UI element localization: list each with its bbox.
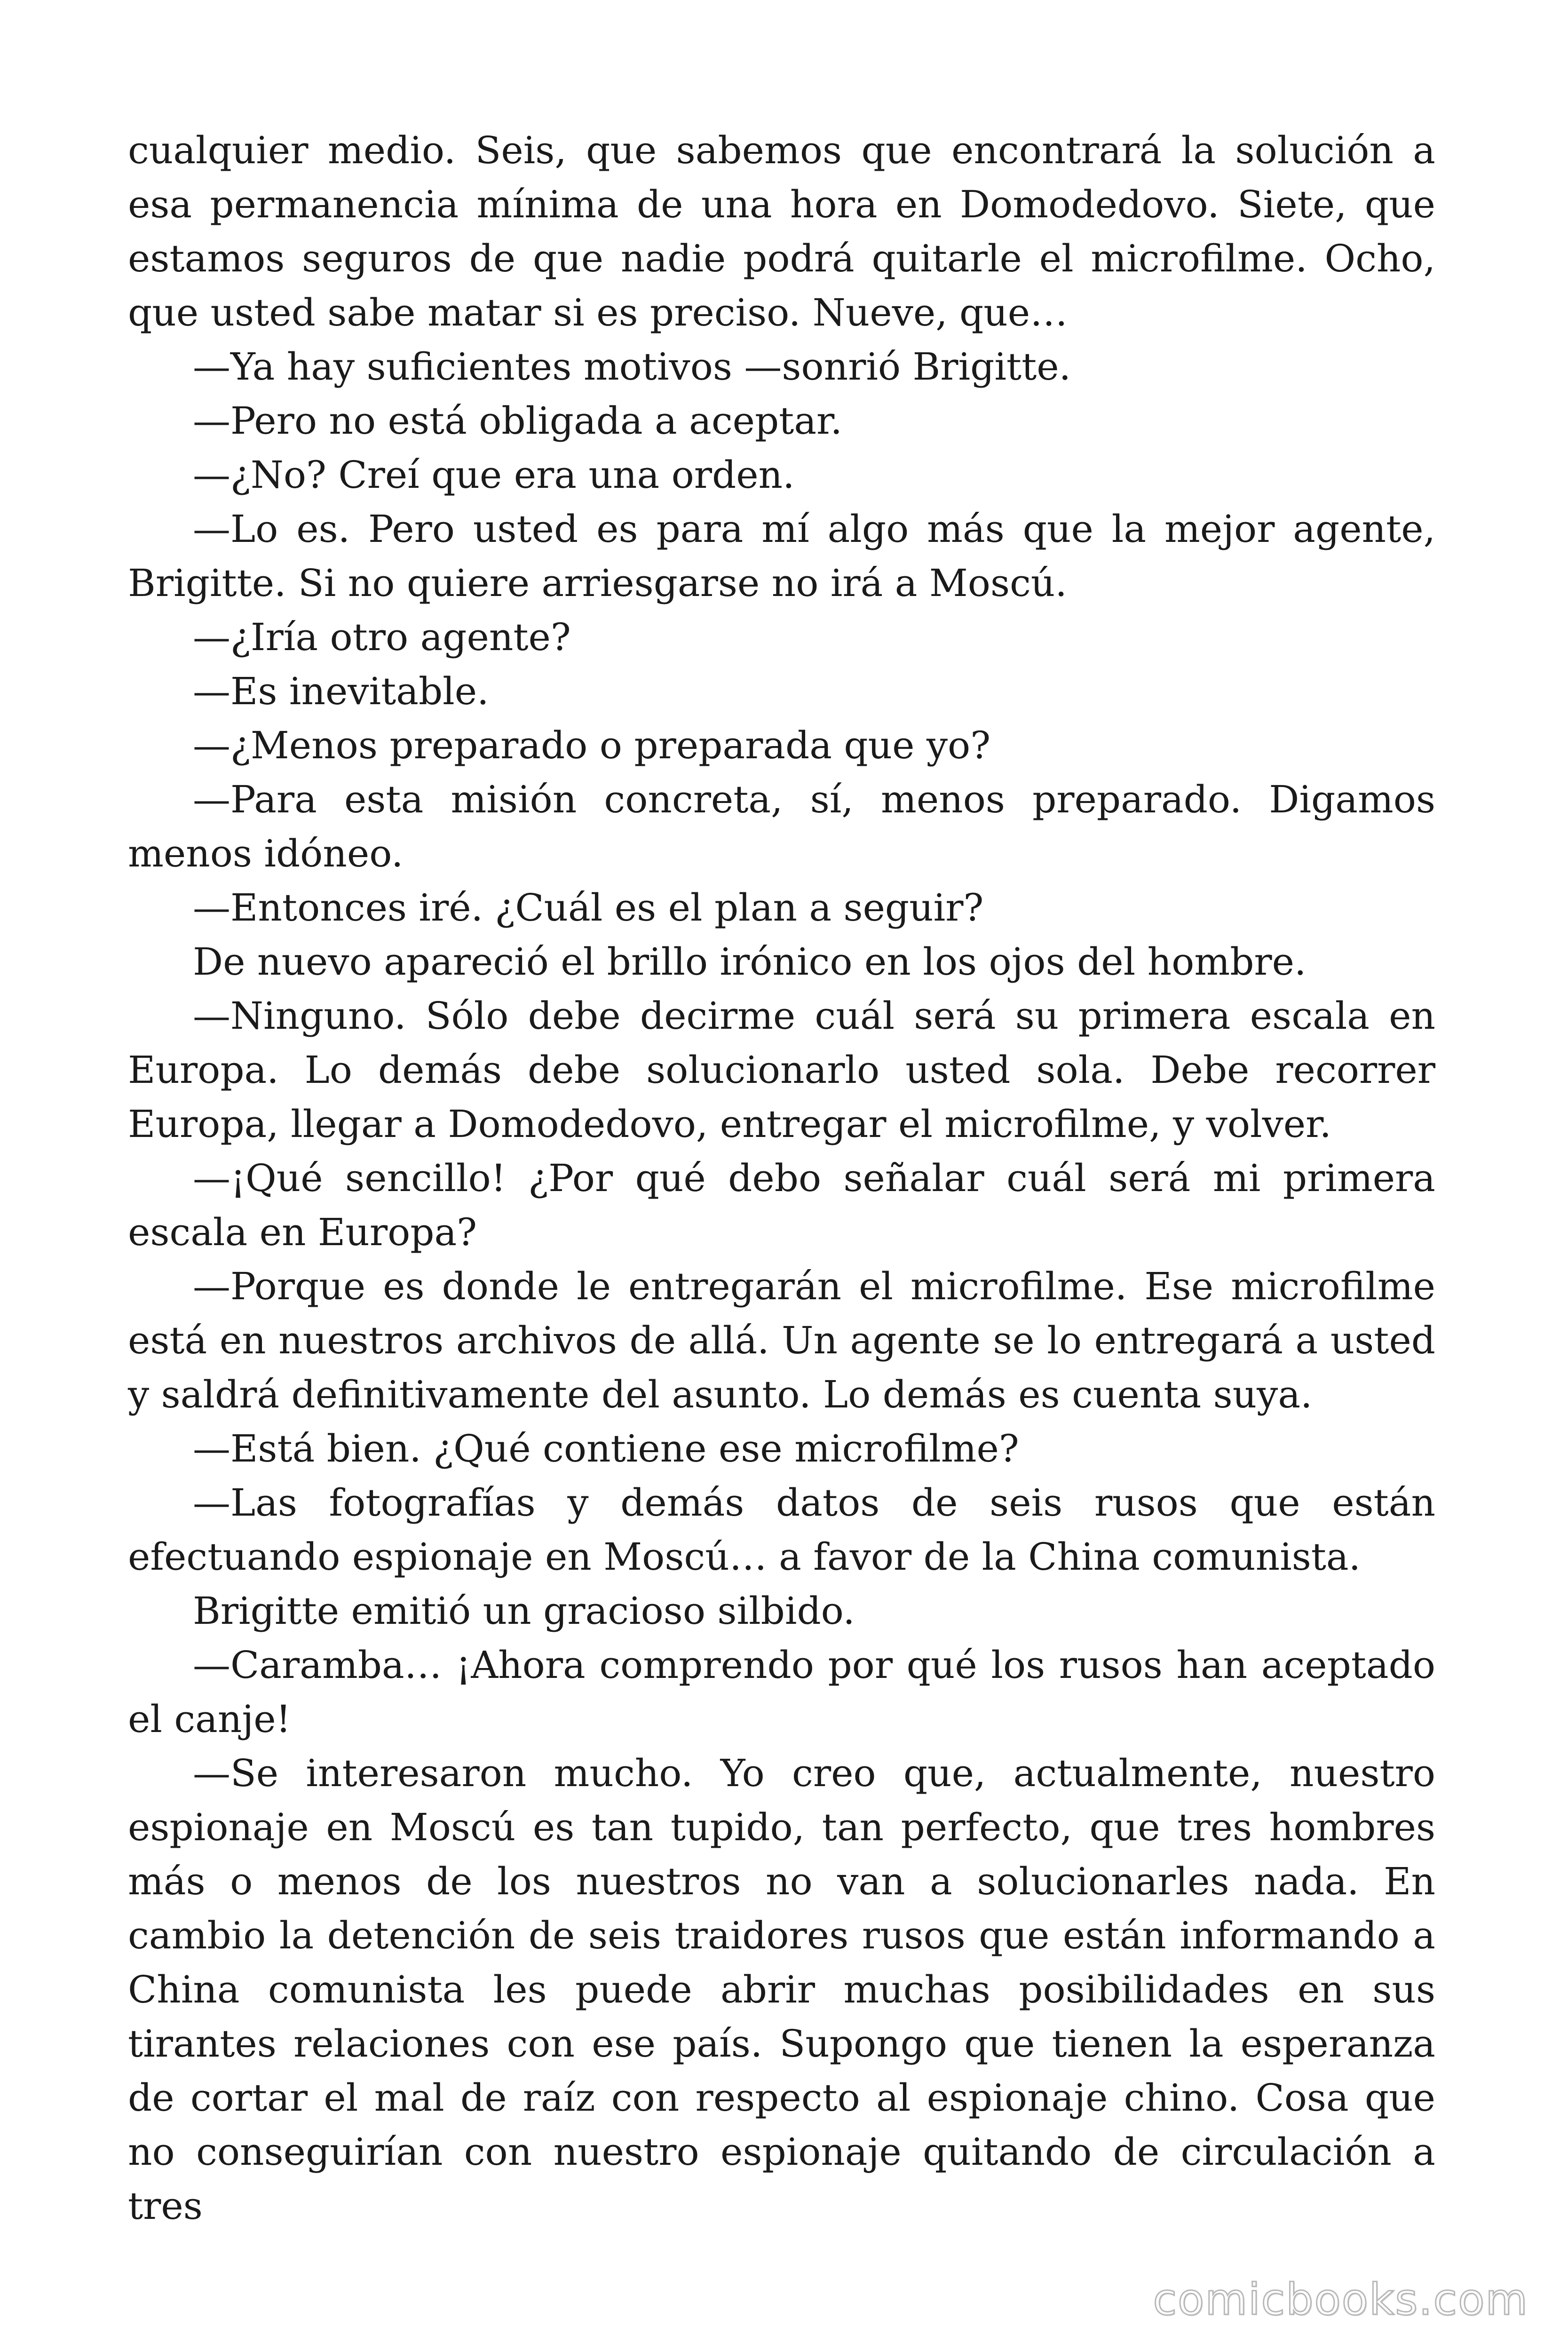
paragraph-14: —Porque es donde le entregarán el microfilme. Ese microfilme está en nuestros archivos de allá. Un agente se lo entregará a usted y saldrá definitivamente del asunto. Lo demás es cuenta suya. [128, 1264, 1435, 1416]
paragraph-9: —Para esta misión concreta, sí, menos preparado. Digamos menos idóneo. [128, 778, 1435, 875]
paragraph-12: —Ninguno. Sólo debe decirme cuál será su primera escala en Europa. Lo demás debe solucionarlo usted sola. Debe recorrer Europa, llegar a Domodedovo, entregar el microfilme, y volver. [128, 994, 1435, 1146]
paragraph-5: —Lo es. Pero usted es para mí algo más que la mejor agente, Brigitte. Si no quiere arriesgarse no irá a Moscú. [128, 507, 1435, 605]
paragraph-19: —Se interesaron mucho. Yo creo que, actualmente, nuestro espionaje en Moscú es tan tupido, tan perfecto, que tres hombres más o menos de los nuestros no van a solucionarles nada. En cambio la detención de seis traidores rusos que están informando a China comunista les puede abrir muchas posibilidades en sus tirantes relaciones con ese país. Supongo que tienen la esperanza de cortar el mal de raíz con respecto al espionaje chino. Cosa que no conseguirían con nuestro espionaje quitando de circulación a tres [128, 1751, 1435, 2228]
paragraph-8: —¿Menos preparado o preparada que yo? [193, 723, 991, 767]
paragraph-7: —Es inevitable. [193, 669, 489, 713]
paragraph-11: De nuevo apareció el brillo irónico en los ojos del hombre. [193, 940, 1307, 984]
watermark: comicbooks.com [1153, 2274, 1528, 2325]
paragraph-18: —Caramba… ¡Ahora comprendo por qué los rusos han aceptado el canje! [128, 1643, 1435, 1741]
paragraph-10: —Entonces iré. ¿Cuál es el plan a seguir? [193, 886, 984, 930]
paragraph-1: cualquier medio. Seis, que sabemos que encontrará la solución a esa permanencia mínima de una hora en Domodedovo. Siete, que estamos seguros de que nadie podrá quitarle el microfilme. Ocho, que usted sabe matar si es preciso. Nueve, que… [128, 128, 1435, 334]
paragraph-2: —Ya hay suficientes motivos —sonrió Brigitte. [193, 345, 1071, 389]
page-text [128, 123, 1435, 2233]
paragraph-3: —Pero no está obligada a aceptar. [193, 399, 842, 443]
paragraph-15: —Está bien. ¿Qué contiene ese microfilme? [193, 1427, 1019, 1470]
paragraph-4: —¿No? Creí que era una orden. [193, 453, 795, 497]
paragraph-16: —Las fotografías y demás datos de seis rusos que están efectuando espionaje en Moscú… a favor de la China comunista. [128, 1481, 1435, 1579]
paragraph-13: —¡Qué sencillo! ¿Por qué debo señalar cuál será mi primera escala en Europa? [128, 1156, 1435, 1254]
paragraph-17: Brigitte emitió un gracioso silbido. [193, 1589, 855, 1633]
paragraph-6: —¿Iría otro agente? [193, 615, 571, 659]
